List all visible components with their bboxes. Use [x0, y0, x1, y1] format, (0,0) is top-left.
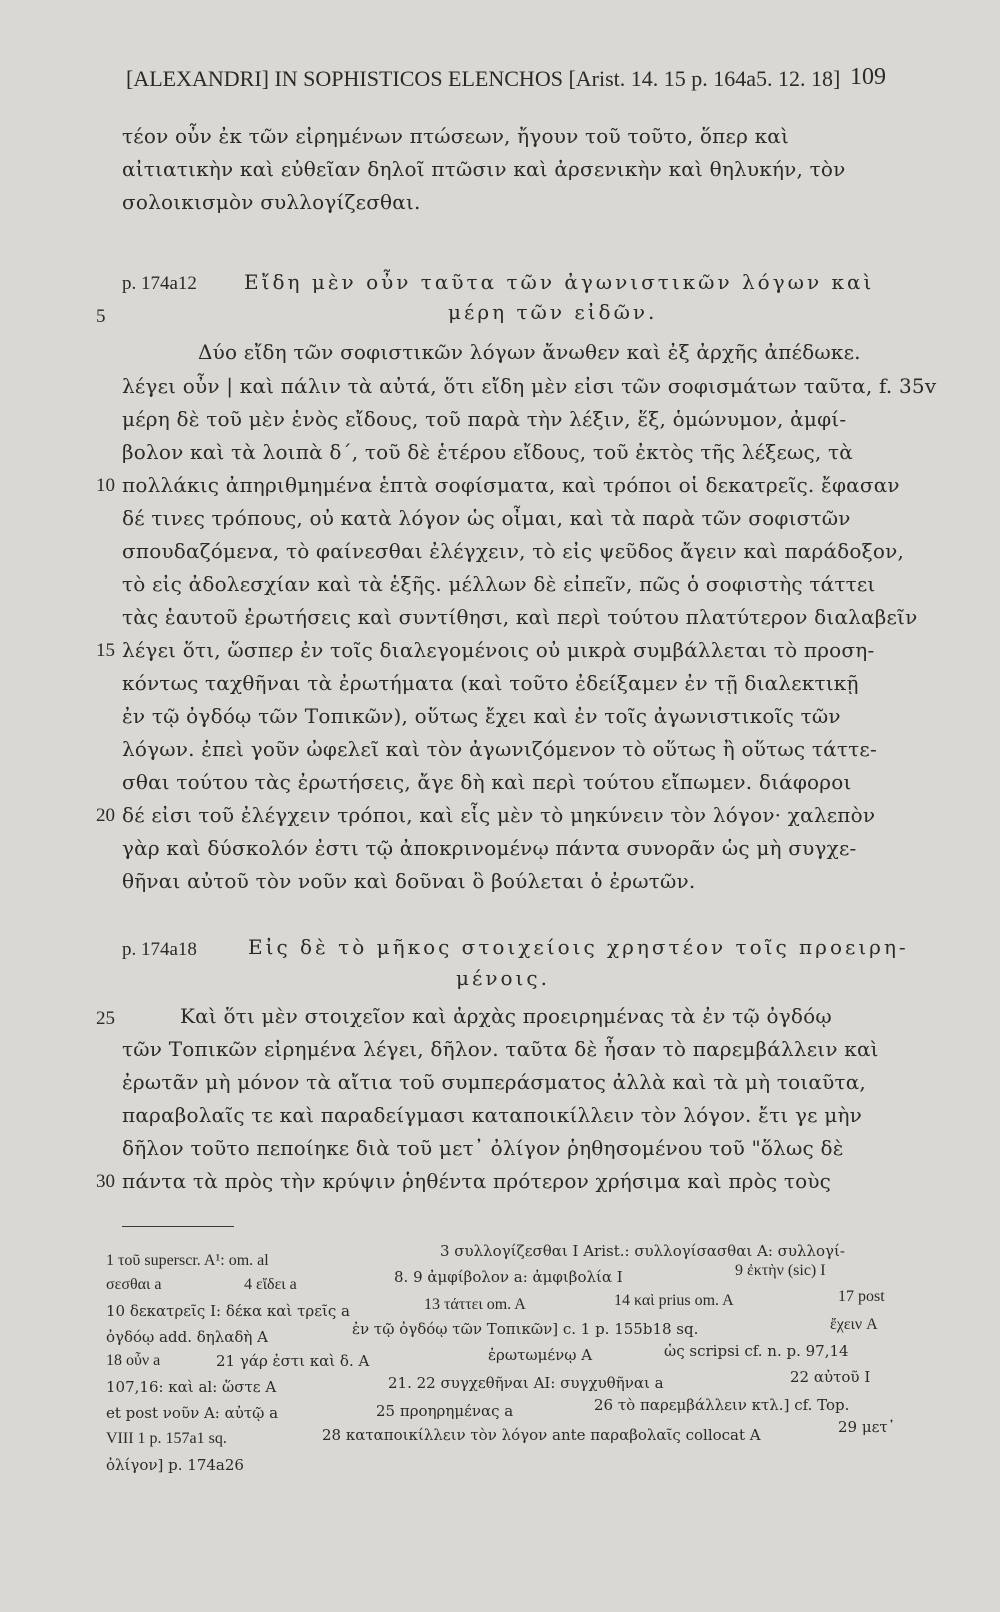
apparatus-note: 28 καταποικίλλειν τὸν λόγον ante παραβολαῖς collocat A [322, 1426, 761, 1444]
apparatus-note: 13 τάττει om. A [424, 1296, 526, 1313]
page-number: 109 [850, 64, 886, 90]
lemma-line: μένοις. [456, 966, 550, 990]
text-line: παραβολαῖς τε καὶ παραδείγμασι καταποικίλλειν τὸν λόγον. ἔτι γε μὴν [122, 1103, 862, 1127]
text-line: δῆλον τοῦτο πεποίηκε διὰ τοῦ μετ᾽ ὀλίγον ῥηθησομένου τοῦ "ὅλως δὲ [122, 1136, 844, 1160]
apparatus-note: 3 συλλογίζεσθαι I Arist.: συλλογίσασθαι A: συλλογί- [440, 1242, 845, 1260]
text-line: σολοικισμὸν συλλογίζεσθαι. [122, 190, 421, 214]
text-line: πάντα τὰ πρὸς τὴν κρύψιν ῥηθέντα πρότερον χρήσιμα καὶ πρὸς τοὺς [122, 1169, 832, 1193]
text-line: τὰς ἑαυτοῦ ἐρωτήσεις καὶ συντίθησι, καὶ περὶ τούτου πλατύτερον διαλαβεῖν [122, 605, 918, 629]
apparatus-note: 29 μετ᾽ [838, 1418, 896, 1436]
text-line: βολον καὶ τὰ λοιπὰ δ΄, τοῦ δὲ ἑτέρου εἴδους, τοῦ ἐκτὸς τῆς λέξεως, τὰ [122, 440, 854, 464]
apparatus-note: 22 αὐτοῦ I [790, 1368, 871, 1386]
text-line: θῆναι αὐτοῦ τὸν νοῦν καὶ δοῦναι ὃ βούλεται ὁ ἐρωτῶν. [122, 869, 696, 893]
lemma-line: Εἴδη μὲν οὖν ταῦτα τῶν ἀγωνιστικῶν λόγων καὶ [244, 270, 875, 294]
line-number: 20 [96, 805, 115, 826]
text-line: αἰτιατικὴν καὶ εὐθεῖαν δηλοῖ πτῶσιν καὶ ἀρσενικὴν καὶ θηλυκήν, τὸν [122, 157, 846, 181]
margin-reference: p. 174a12 [122, 273, 197, 294]
line-number: 30 [96, 1171, 115, 1192]
apparatus-note: 1 τοῦ superscr. A¹: om. al [106, 1252, 269, 1269]
apparatus-note: 17 post [838, 1288, 885, 1305]
running-title: [ALEXANDRI] IN SOPHISTICOS ELENCHOS [Arist. 14. 15 p. 164a5. 12. 18] [126, 66, 841, 91]
apparatus-note: 4 εἴδει a [244, 1276, 297, 1293]
apparatus-note: ἐρωτωμένῳ A [488, 1346, 593, 1364]
apparatus-note: σεσθαι a [106, 1276, 162, 1293]
apparatus-note: ὡς scripsi cf. n. p. 97,14 [664, 1342, 849, 1360]
text-line: Δύο εἴδη τῶν σοφιστικῶν λόγων ἄνωθεν καὶ ἐξ ἀρχῆς ἀπέδωκε. [198, 340, 861, 364]
apparatus-note: 9 ἐκτὴν (sic) I [735, 1262, 826, 1279]
apparatus-note: 10 δεκατρεῖς I: δέκα καὶ τρεῖς a [106, 1302, 350, 1320]
apparatus-note: ὀλίγον] p. 174a26 [106, 1456, 244, 1474]
text-line: Καὶ ὅτι μὲν στοιχεῖον καὶ ἀρχὰς προειρημένας τὰ ἐν τῷ ὀγδόῳ [180, 1004, 832, 1028]
text-line: λέγει οὖν | καὶ πάλιν τὰ αὐτά, ὅτι εἴδη μὲν εἰσι τῶν σοφισμάτων ταῦτα, f. 35v [122, 374, 937, 398]
apparatus-note: 14 καὶ prius om. A [614, 1292, 734, 1309]
apparatus-note: et post νοῦν A: αὐτῷ a [106, 1404, 279, 1422]
text-line: τῶν Τοπικῶν εἰρημένα λέγει, δῆλον. ταῦτα δὲ ἦσαν τὸ παρεμβάλλειν καὶ [122, 1037, 879, 1061]
apparatus-note: 26 τὸ παρεμβάλλειν κτλ.] cf. Top. [594, 1396, 850, 1414]
apparatus-note: 21 γάρ ἐστι καὶ δ. A [216, 1352, 370, 1370]
footnote-rule [122, 1226, 234, 1227]
text-line: τέον οὖν ἐκ τῶν εἰρημένων πτώσεων, ἤγουν τοῦ τοῦτο, ὅπερ καὶ [122, 124, 790, 148]
text-line: λέγει ὅτι, ὥσπερ ἐν τοῖς διαλεγομένοις οὐ μικρὰ συμβάλλεται τὸ προση- [122, 638, 875, 662]
apparatus-note: 107,16: καὶ al: ὥστε A [106, 1378, 277, 1396]
text-line: δέ εἰσι τοῦ ἐλέγχειν τρόποι, καὶ εἷς μὲν τὸ μηκύνειν τὸν λόγον· χαλεπὸν [122, 803, 876, 827]
apparatus-note: 18 οὖν a [106, 1352, 161, 1369]
margin-reference: p. 174a18 [122, 939, 197, 960]
text-line: δέ τινες τρόπους, οὐ κατὰ λόγον ὡς οἶμαι, καὶ τὰ παρὰ τῶν σοφιστῶν [122, 506, 851, 530]
line-number: 15 [96, 640, 115, 661]
running-header [126, 66, 886, 92]
apparatus-note: ὀγδόῳ add. δηλαδὴ A [106, 1328, 269, 1346]
lemma-line: μέρη τῶν εἰδῶν. [448, 300, 658, 324]
text-line: ἐρωτᾶν μὴ μόνον τὰ αἴτια τοῦ συμπεράσματος ἀλλὰ καὶ τὰ μὴ τοιαῦτα, [122, 1070, 866, 1094]
apparatus-note: 25 προηρημένας a [376, 1402, 514, 1420]
apparatus-note: 8. 9 ἀμφίβολον a: ἀμφιβολία I [394, 1268, 623, 1286]
apparatus-note: ἐν τῷ ὀγδόῳ τῶν Τοπικῶν] c. 1 p. 155b18 sq. [352, 1320, 699, 1338]
line-number: 25 [96, 1008, 115, 1029]
text-line: σπουδαζόμενα, τὸ φαίνεσθαι ἐλέγχειν, τὸ εἰς ψεῦδος ἄγειν καὶ παράδοξον, [122, 539, 905, 563]
lemma-line: Εἰς δὲ τὸ μῆκος στοιχείοις χρηστέον τοῖς προειρη- [248, 935, 909, 959]
line-number: 10 [96, 475, 115, 496]
text-line: λόγων. ἐπεὶ γοῦν ὠφελεῖ καὶ τὸν ἀγωνιζόμενον τὸ οὕτως ἢ οὕτως τάττε- [122, 737, 877, 761]
text-line: μέρη δὲ τοῦ μὲν ἑνὸς εἴδους, τοῦ παρὰ τὴν λέξιν, ἕξ, ὁμώνυμον, ἀμφί- [122, 407, 847, 431]
apparatus-note: VIII 1 p. 157a1 sq. [106, 1430, 227, 1447]
apparatus-note: ἔχειν A [830, 1316, 878, 1333]
text-line: γὰρ καὶ δύσκολόν ἐστι τῷ ἀποκρινομένῳ πάντα συνορᾶν ὡς μὴ συγχε- [122, 836, 857, 860]
text-line: σθαι τούτου τὰς ἐρωτήσεις, ἄγε δὴ καὶ περὶ τούτου εἴπωμεν. διάφοροι [122, 770, 852, 794]
text-line: ἐν τῷ ὀγδόῳ τῶν Τοπικῶν), οὕτως ἔχει καὶ ἐν τοῖς ἀγωνιστικοῖς τῶν [122, 704, 841, 728]
text-line: πολλάκις ἀπηριθμημένα ἑπτὰ σοφίσματα, καὶ τρόποι οἱ δεκατρεῖς. ἔφασαν [122, 473, 900, 497]
text-line: τὸ εἰς ἀδολεσχίαν καὶ τὰ ἑξῆς. μέλλων δὲ εἰπεῖν, πῶς ὁ σοφιστὴς τάττει [122, 572, 876, 596]
text-line: κόντως ταχθῆναι τὰ ἐρωτήματα (καὶ τοῦτο ἐδείξαμεν ἐν τῇ διαλεκτικῇ [122, 671, 859, 695]
apparatus-note: 21. 22 συγχεθῆναι AI: συγχυθῆναι a [388, 1374, 664, 1392]
line-number: 5 [96, 306, 106, 327]
